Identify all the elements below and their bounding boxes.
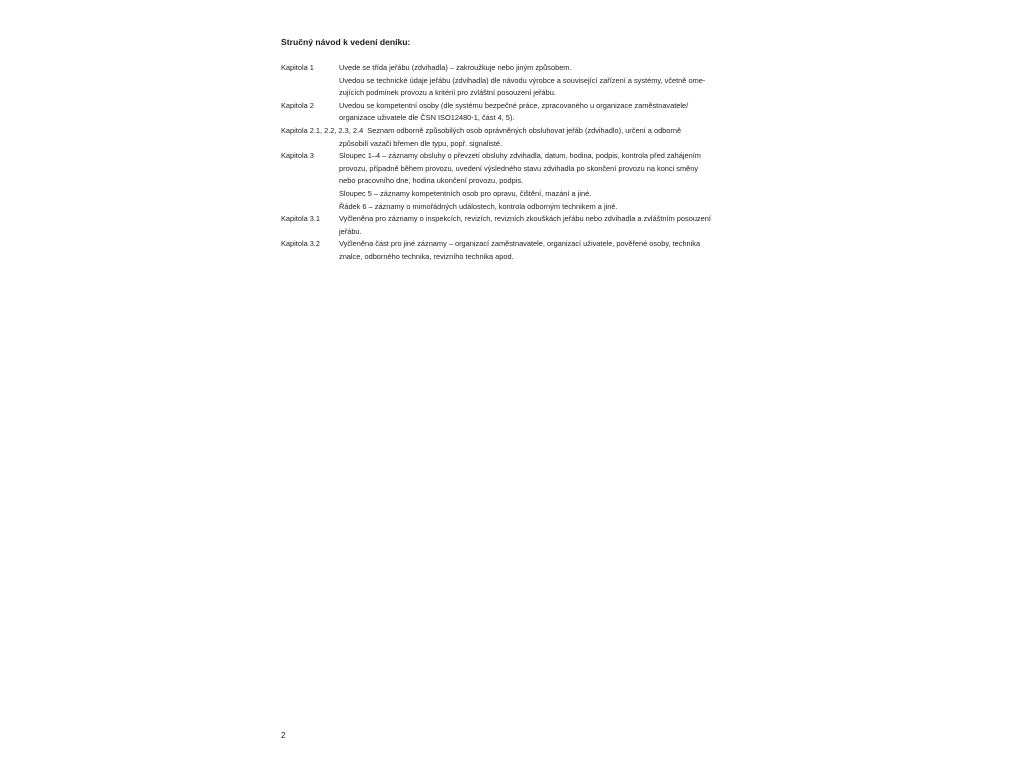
entry-body [339, 150, 751, 213]
entry-label: Kapitola 2.1, 2.2, 2.3, 2.4 [281, 125, 364, 135]
entry-kapitola-1 [281, 62, 751, 100]
entry-kapitola-2 [281, 100, 751, 125]
entry-label: Kapitola 3 [281, 151, 314, 161]
entry-line: Sloupec 1–4 – záznamy obsluhy o převzetí obsluhy zdvihadla, datum, hodina, podpis, kontrola před zahájením [339, 151, 701, 161]
entry-line: zujících podmínek provozu a kritérií pro zvláštní posouzení jeřábu. [339, 88, 556, 98]
page-heading: Stručný návod k vedení deníku: [281, 37, 411, 47]
entry-line: Seznam odborně způsobilých osob oprávněných obsluhovat jeřáb (zdvihadlo), určení a odborně [367, 125, 682, 135]
entry-body [339, 213, 751, 238]
entry-label: Kapitola 3.2 [281, 239, 321, 249]
entry-body [339, 100, 751, 125]
entry-label: Kapitola 2 [281, 100, 314, 110]
entry-line: nebo pracovního dne, hodina ukončení provozu, podpis. [339, 176, 524, 186]
entry-kapitola-2-sub [281, 125, 751, 150]
entry-kapitola-3 [281, 150, 751, 213]
entry-line: Vyčleněna část pro jiné záznamy – organizací zaměstnavatele, organizací uživatele, pověřené osoby, technika [339, 239, 701, 249]
entry-kapitola-3-2 [281, 238, 751, 263]
entry-kapitola-3-1 [281, 213, 751, 238]
entry-body [281, 125, 751, 150]
entry-line: znalce, odborného technika, revizního technika apod. [339, 251, 514, 261]
entry-line: Uvedou se kompetentní osoby (dle systému bezpečné práce, zpracovaného u organizace zaměstnavatele/ [339, 100, 689, 110]
entry-line: způsobilí vazači břemen dle typu, popř. signalisté. [339, 138, 503, 148]
entry-label: Kapitola 3.1 [281, 214, 321, 224]
entry-line: provozu, případně během provozu, uvedení výsledného stavu zdvihadla po skončení provozu na konci směny [339, 163, 699, 173]
entry-line: Sloupec 5 – záznamy kompetentních osob pro opravu, čištění, mazání a jiné. [339, 188, 592, 198]
entry-line: jeřábu. [339, 226, 362, 236]
entry-body [339, 238, 751, 263]
instructions-list [281, 62, 751, 264]
page-number: 2 [281, 731, 286, 740]
entry-line: Uvedou se technické údaje jeřábu (zdvihadla) dle návodu výrobce a související zařízení a systémy, včetně ome- [339, 75, 706, 85]
entry-line: Vyčleněna pro záznamy o inspekcích, revizích, revizních zkouškách jeřábu nebo zdvihadla a zvláštním posouzení [339, 214, 711, 224]
entry-line: organizace uživatele dle ČSN ISO12480-1, část 4, 5). [339, 113, 515, 123]
entry-body [339, 62, 751, 100]
entry-label: Kapitola 1 [281, 63, 314, 72]
entry-line: Řádek 6 – záznamy o mimořádných událostech, kontrola odborným technikem a jiné. [339, 201, 618, 211]
entry-line: Uvede se třída jeřábu (zdvihadla) – zakroužkuje nebo jiným způsobem. [339, 63, 572, 72]
